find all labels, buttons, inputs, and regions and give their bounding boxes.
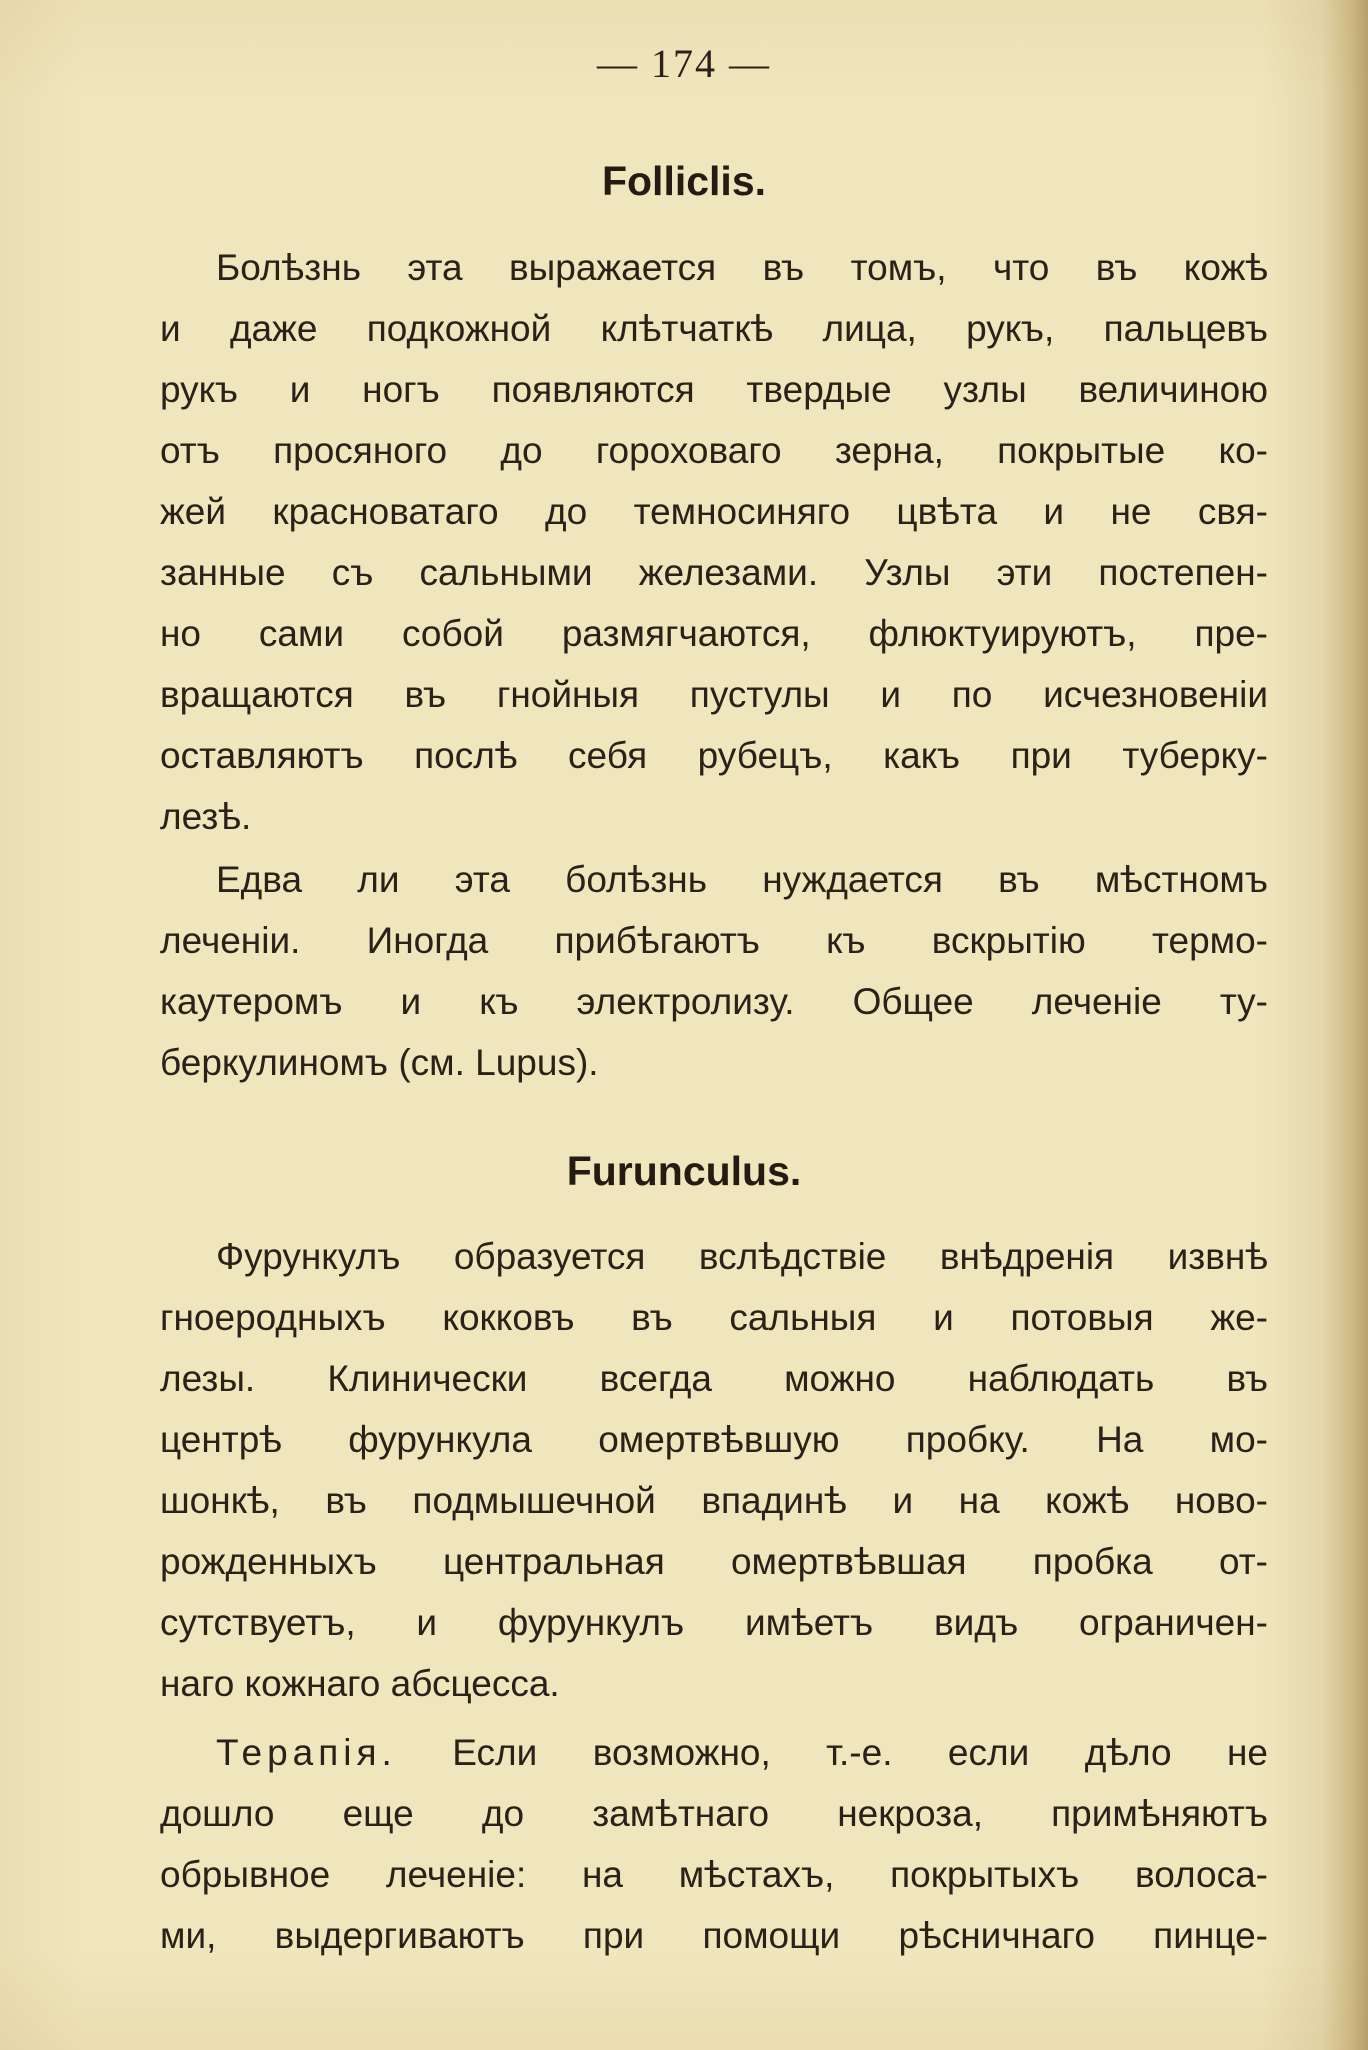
text-line: обрывное леченiе: на мѣстахъ, покрытыхъ волоса- bbox=[160, 1854, 1268, 1895]
text-line: занные съ сальными железами. Узлы эти постепен- bbox=[160, 552, 1268, 593]
text-line: жей красноватаго до темносиняго цвѣта и не свя- bbox=[160, 491, 1268, 532]
therapy-line-rest: Если возможно, т.-е. если дѣло не bbox=[396, 1732, 1268, 1773]
text-line: леченiи. Иногда прибѣгаютъ къ вскрытiю термо- bbox=[160, 920, 1268, 961]
section-heading-furunculus: Furunculus. bbox=[566, 1148, 802, 1194]
text-line: рукъ и ногъ появляются твердые узлы величиною bbox=[160, 369, 1268, 410]
text-line: рожденныхъ центральная омертвѣвшая пробка от- bbox=[160, 1541, 1268, 1582]
text-line: шонкѣ, въ подмышечной впадинѣ и на кожѣ ново- bbox=[160, 1480, 1268, 1521]
text-line: центрѣ фурункула омертвѣвшую пробку. На мо- bbox=[160, 1419, 1268, 1460]
text-line: наго кожнаго абсцесса. bbox=[160, 1663, 560, 1704]
therapy-lead: Терапiя. bbox=[216, 1732, 397, 1773]
paragraph-furunculus-therapy bbox=[160, 1722, 1268, 1966]
paragraph-folliclis-2 bbox=[160, 849, 1268, 1093]
text-line: дошло еще до замѣтнаго некроза, примѣняютъ bbox=[160, 1793, 1268, 1834]
paragraph-furunculus-1 bbox=[160, 1226, 1268, 1714]
page-number: — 174 — bbox=[597, 41, 771, 86]
text-line bbox=[160, 1722, 1268, 1783]
text-line: беркулиномъ (см. Lupus). bbox=[160, 1042, 599, 1083]
text-line: Болѣзнь эта выражается въ томъ, что въ кожѣ bbox=[216, 247, 1268, 288]
text-line: Едва ли эта болѣзнь нуждается въ мѣстномъ bbox=[216, 859, 1268, 900]
text-line: Фурункулъ образуется вслѣдствiе внѣдренiя извнѣ bbox=[216, 1236, 1268, 1277]
text-line: отъ просяного до гороховаго зерна, покрытые ко- bbox=[160, 430, 1268, 471]
text-line: но сами собой размягчаются, флюктуируютъ, пре- bbox=[160, 613, 1268, 654]
text-line: лезѣ. bbox=[160, 796, 252, 837]
text-line: сутствуетъ, и фурункулъ имѣетъ видъ ограничен- bbox=[160, 1602, 1268, 1643]
section-heading-folliclis: Folliclis. bbox=[601, 158, 767, 204]
text-line: и даже подкожной клѣтчаткѣ лица, рукъ, пальцевъ bbox=[160, 308, 1268, 349]
text-line: гноеродныхъ кокковъ въ сальныя и потовыя же- bbox=[160, 1297, 1268, 1338]
text-line: оставляютъ послѣ себя рубецъ, какъ при туберку- bbox=[160, 735, 1268, 776]
text-line: вращаются въ гнойныя пустулы и по исчезновенiи bbox=[160, 674, 1268, 715]
page-edge-shadow bbox=[1322, 0, 1368, 2050]
paragraph-folliclis-1 bbox=[160, 237, 1268, 847]
text-line: каутеромъ и къ электролизу. Общее леченiе ту- bbox=[160, 981, 1268, 1022]
text-line: лезы. Клинически всегда можно наблюдать въ bbox=[160, 1358, 1268, 1399]
text-line: ми, выдергиваютъ при помощи рѣсничнаго пинце- bbox=[160, 1915, 1268, 1956]
